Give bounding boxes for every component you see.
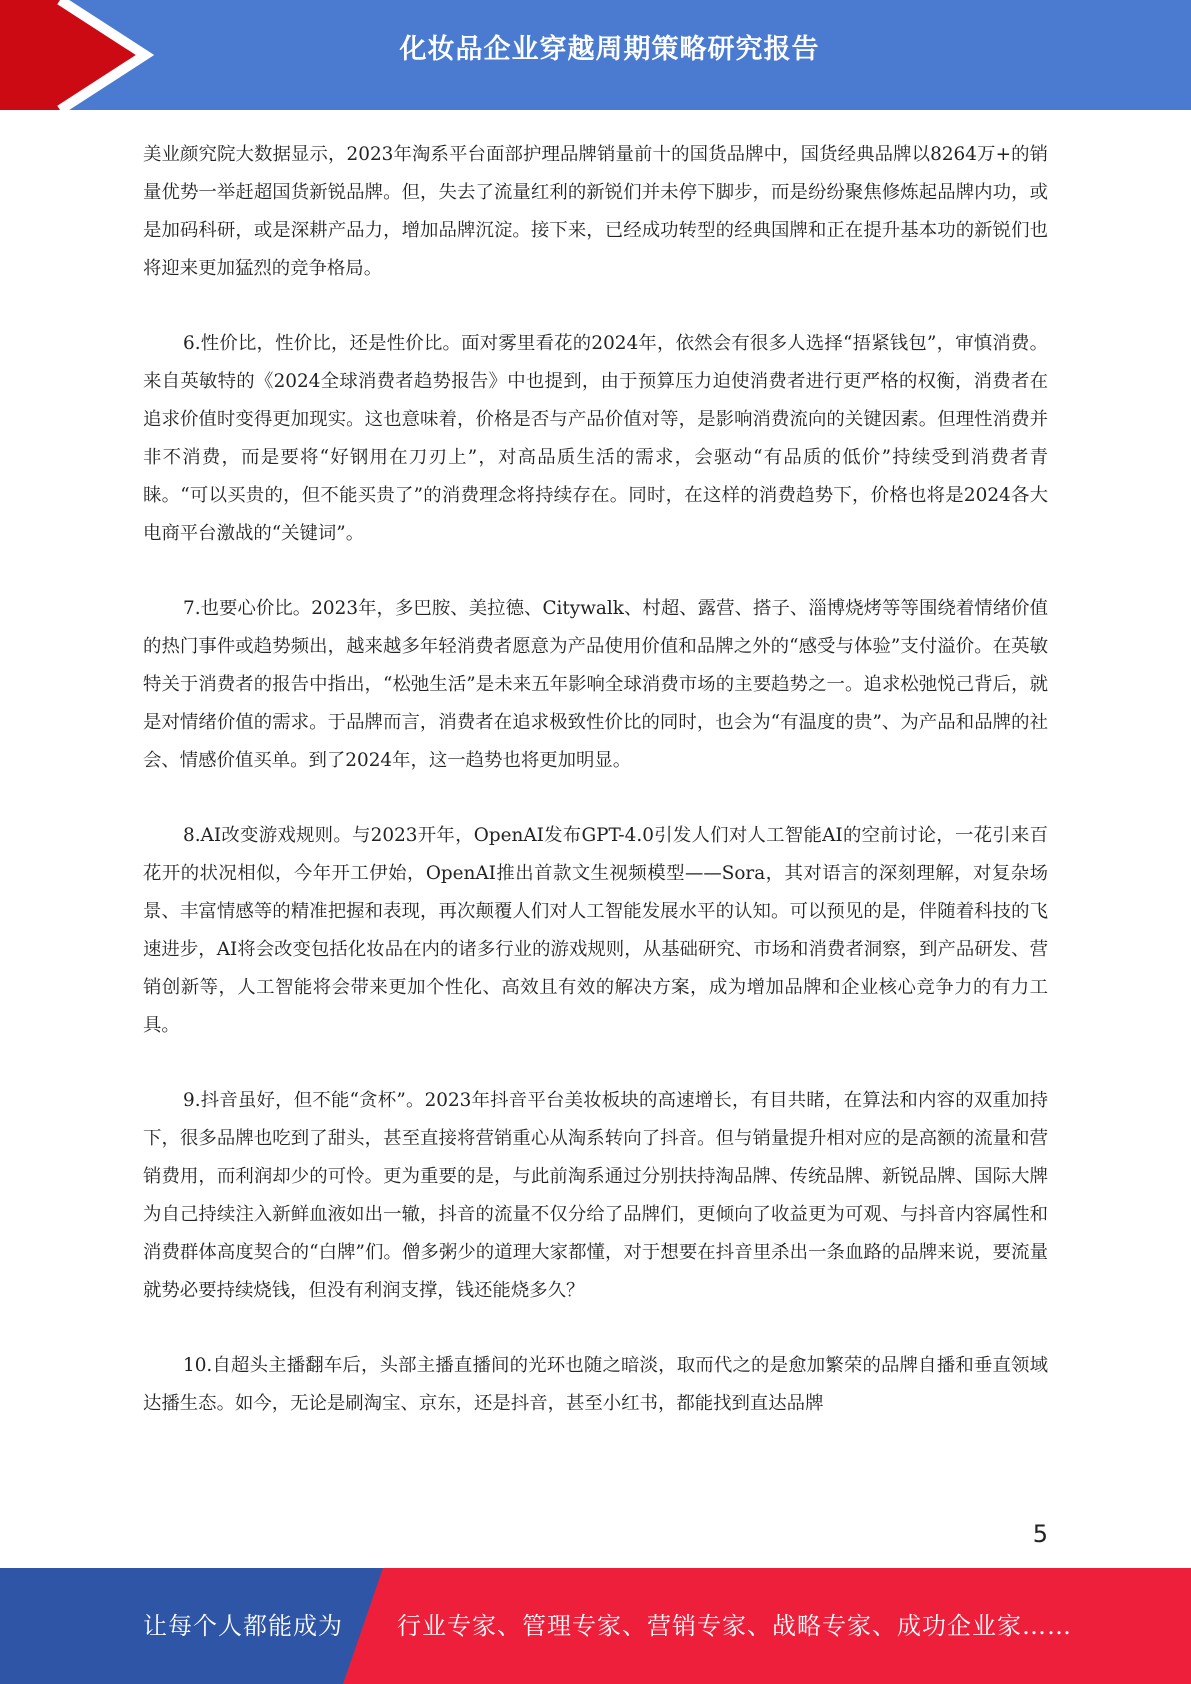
paragraph-10: 10.自超头主播翻车后，头部主播直播间的光环也随之暗淡，取而代之的是愈加繁荣的品牌自播和垂直领域达播生态。如今，无论是刷淘宝、京东，还是抖音，甚至小红书，都能找到直达品牌 <box>143 1355 1048 1414</box>
report-title: 化妆品企业穿越周期策略研究报告 <box>399 34 820 65</box>
page-header <box>0 0 1191 110</box>
paragraph-9: 9.抖音虽好，但不能“贪杯”。2023年抖音平台美妆板块的高速增长，有目共睹，在算法和内容的双重加持下，很多品牌也吃到了甜头，甚至直接将营销重心从淘系转向了抖音。但与销量提升相对应的是高额的流量和营销费用，而利润却少的可怜。更为重要的是，与此前淘系通过分别扶持淘品牌、传统品牌、新锐品牌、国际大牌为自己持续注入新鲜血液如出一辙，抖音的流量不仅分给了品牌们，更倾向了收益更为可观、与抖音内容属性和消费群体高度契合的“白牌”们。僧多粥少的道理大家都懂，对于想要在抖音里杀出一条血路的品牌来说，要流量就势必要持续烧钱，但没有利润支撑，钱还能烧多久？ <box>143 1090 1048 1301</box>
body-text <box>143 136 1048 1460</box>
footer-slogan-left: 让每个人都能成为 <box>143 1612 343 1640</box>
page-number: 5 <box>1032 1520 1048 1548</box>
paragraph-8: 8.AI改变游戏规则。与2023开年，OpenAI发布GPT-4.0引发人们对人工智能AI的空前讨论，一花引来百花开的状况相似，今年开工伊始，OpenAI推出首款文生视频模型——Sora，其对语言的深刻理解，对复杂场景、丰富情感等的精准把握和表现，再次颠覆人们对人工智能发展水平的认知。可以预见的是，伴随着科技的飞速进步，AI将会改变包括化妆品在内的诸多行业的游戏规则，从基础研究、市场和消费者洞察，到产品研发、营销创新等，人工智能将会带来更加个性化、高效且有效的解决方案，成为增加品牌和企业核心竞争力的有力工具。 <box>143 825 1048 1036</box>
paragraph-7: 7.也要心价比。2023年，多巴胺、美拉德、Citywalk、村超、露营、搭子、淄博烧烤等等围绕着情绪价值的热门事件或趋势频出，越来越多年轻消费者愿意为产品使用价值和品牌之外的“感受与体验”支付溢价。在英敏特关于消费者的报告中指出，“松弛生活”是未来五年影响全球消费市场的主要趋势之一。追求松弛悦己背后，就是对情绪价值的需求。于品牌而言，消费者在追求极致性价比的同时，也会为“有温度的贵”、为产品和品牌的社会、情感价值买单。到了2024年，这一趋势也将更加明显。 <box>143 598 1048 771</box>
paragraph-intro: 美业颜究院大数据显示，2023年淘系平台面部护理品牌销量前十的国货品牌中，国货经典品牌以8264万+的销量优势一举赶超国货新锐品牌。但，失去了流量红利的新锐们并未停下脚步，而是纷纷聚焦修炼起品牌内功，或是加码科研，或是深耕产品力，增加品牌沉淀。接下来，已经成功转型的经典国牌和正在提升基本功的新锐们也将迎来更加猛烈的竞争格局。 <box>143 144 1048 279</box>
paragraph-6: 6.性价比，性价比，还是性价比。面对雾里看花的2024年，依然会有很多人选择“捂紧钱包”，审慎消费。来自英敏特的《2024全球消费者趋势报告》中也提到，由于预算压力迫使消费者进行更严格的权衡，消费者在追求价值时变得更加现实。这也意味着，价格是否与产品价值对等，是影响消费流向的关键因素。但理性消费并非不消费，而是要将“好钢用在刀刃上”，对高品质生活的需求，会驱动“有品质的低价”持续受到消费者青睐。“可以买贵的，但不能买贵了”的消费理念将持续存在。同时，在这样的消费趋势下，价格也将是2024各大电商平台激战的“关键词”。 <box>143 333 1048 544</box>
footer-slogan-right: 行业专家、管理专家、营销专家、战略专家、成功企业家…… <box>397 1612 1072 1640</box>
page-footer <box>0 1568 1191 1684</box>
